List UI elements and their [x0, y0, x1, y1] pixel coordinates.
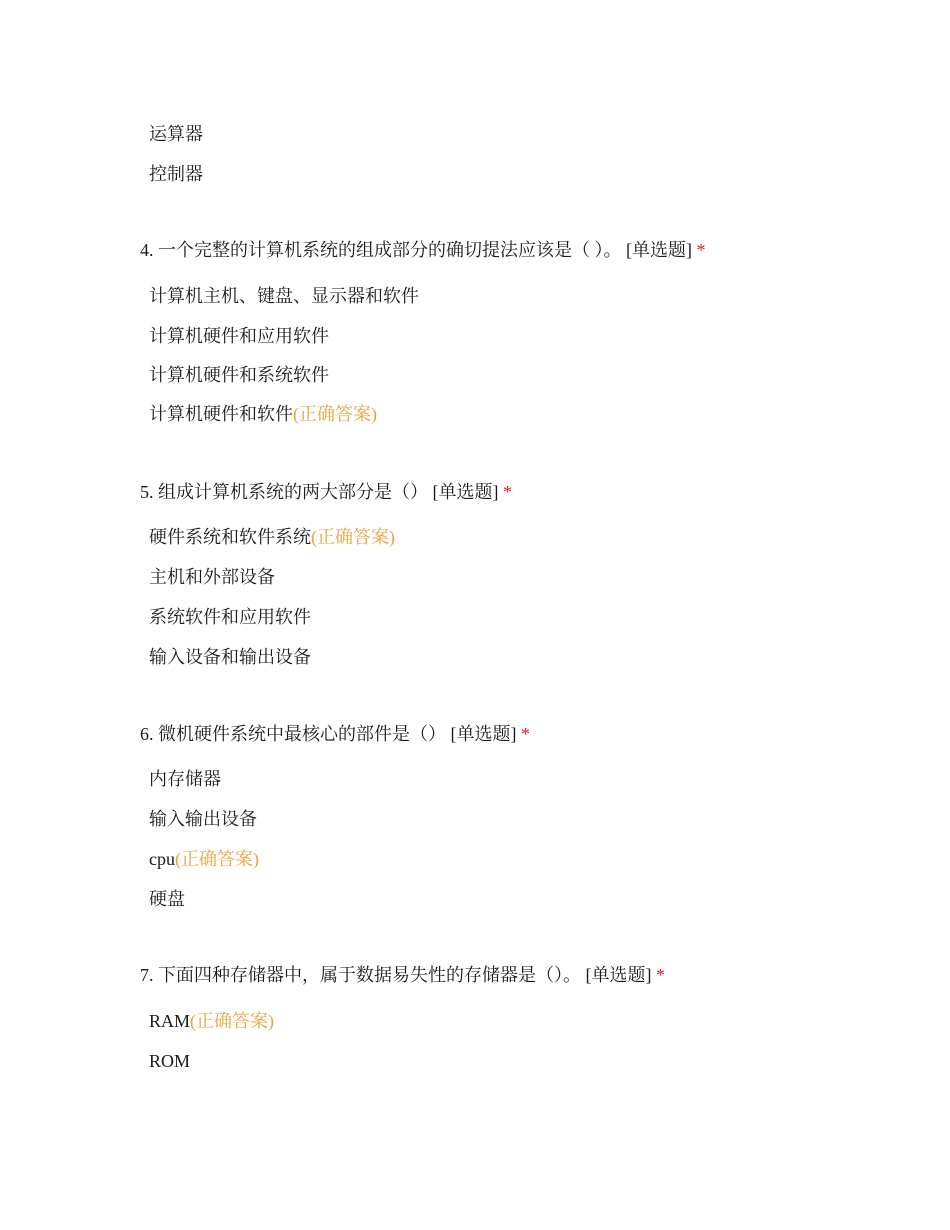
option-item — [149, 887, 185, 911]
question-text: 一个完整的计算机系统的组成部分的确切提法应该是（ ）。 — [158, 240, 622, 260]
required-mark: * — [656, 965, 665, 985]
option-text: RAM — [149, 1011, 191, 1031]
option-text: 计算机主机、键盘、显示器和软件 — [149, 286, 419, 306]
question-text: 下面四种存储器中，属于数据易失性的存储器是（）。 — [158, 965, 581, 985]
option-text: 输入设备和输出设备 — [149, 647, 311, 667]
required-mark: * — [521, 724, 530, 744]
option-item — [149, 645, 311, 669]
option-text: 输入输出设备 — [149, 809, 257, 829]
option-item — [149, 565, 275, 589]
question-number: 4. — [140, 240, 154, 260]
correct-answer-mark: (正确答案) — [190, 1011, 275, 1031]
question-title — [140, 480, 512, 504]
question-text: 组成计算机系统的两大部分是（） — [158, 482, 428, 502]
option-text: 运算器 — [149, 124, 203, 144]
correct-answer-mark: (正确答案) — [293, 404, 377, 424]
question-number: 7. — [140, 965, 154, 985]
option-text: 计算机硬件和系统软件 — [149, 365, 329, 385]
question-text: 微机硬件系统中最核心的部件是（） — [158, 724, 446, 744]
option-item — [149, 847, 259, 871]
question-type-tag: [单选题] — [432, 482, 499, 502]
option-text: 主机和外部设备 — [149, 567, 275, 587]
option-item — [149, 402, 377, 426]
option-item — [149, 284, 419, 308]
option-text: 计算机硬件和应用软件 — [149, 326, 329, 346]
option-text: 控制器 — [149, 164, 203, 184]
question-type-tag: [单选题] — [626, 240, 692, 260]
question-type-tag: [单选题] — [450, 724, 517, 744]
option-text: 硬件系统和软件系统 — [149, 527, 311, 547]
option-text: 内存储器 — [149, 769, 221, 789]
required-mark: * — [503, 482, 512, 502]
option-text: 硬盘 — [149, 889, 185, 909]
option-item — [149, 122, 203, 146]
question-title — [140, 238, 706, 262]
option-item — [149, 1049, 190, 1073]
option-item — [149, 605, 311, 629]
question-type-tag: [单选题] — [585, 965, 652, 985]
option-item — [149, 324, 329, 348]
option-item — [149, 1009, 274, 1033]
option-text: 计算机硬件和软件 — [149, 404, 293, 424]
option-item — [149, 767, 221, 791]
question-number: 5. — [140, 482, 154, 502]
correct-answer-mark: (正确答案) — [311, 527, 395, 547]
required-mark: * — [696, 240, 706, 260]
option-item — [149, 525, 395, 549]
correct-answer-mark: (正确答案) — [175, 849, 259, 869]
option-item — [149, 807, 257, 831]
question-number: 6. — [140, 724, 154, 744]
option-item — [149, 363, 329, 387]
question-title — [140, 722, 530, 746]
question-title — [140, 963, 665, 987]
option-item — [149, 162, 203, 186]
option-text: 系统软件和应用软件 — [149, 607, 311, 627]
option-text: ROM — [149, 1051, 191, 1071]
option-text: cpu — [149, 849, 175, 869]
